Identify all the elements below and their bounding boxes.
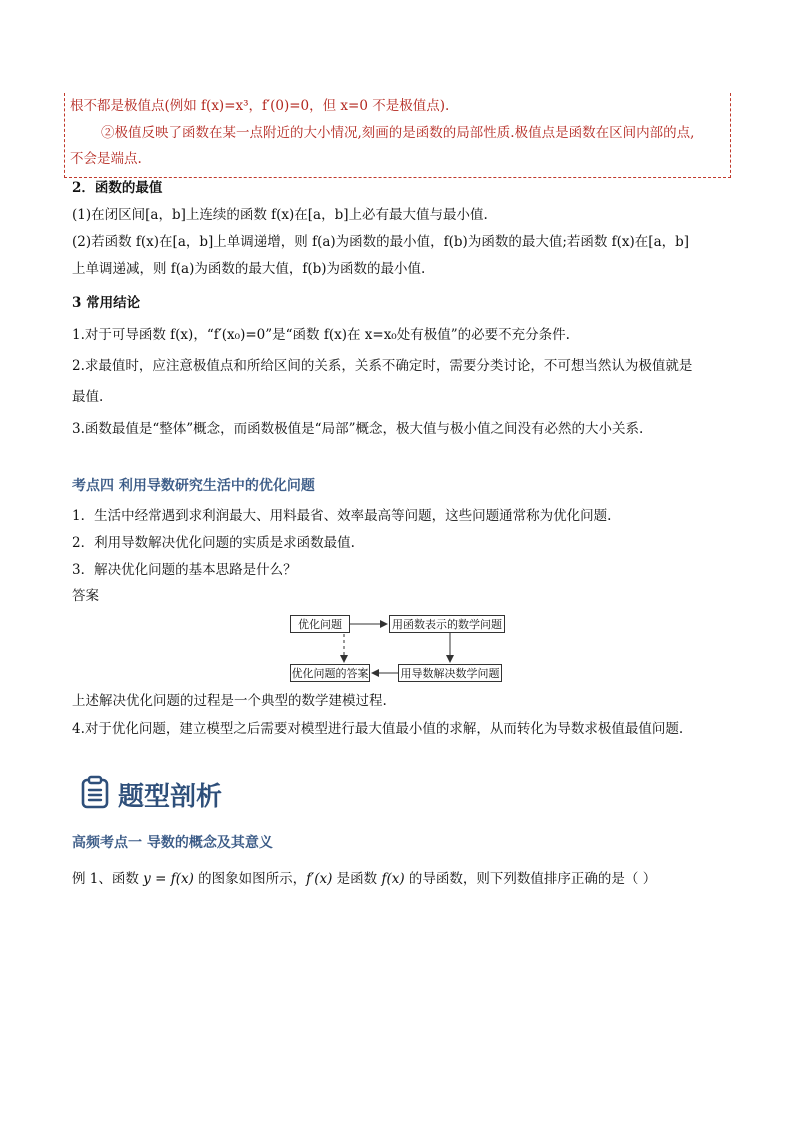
section2-p2-line2: 上单调递减，则 f(a)为函数的最大值，f(b)为函数的最小值. [72, 261, 426, 277]
after-flow-text: 上述解决优化问题的过程是一个典型的数学建模过程. [72, 693, 387, 709]
flow-box-math-problem: 用函数表示的数学问题 [389, 615, 505, 633]
section2-heading: 2．函数的最值 [72, 180, 163, 196]
kaodian4-answer-label: 答案 [72, 588, 99, 604]
section3-item3: 3.函数最值是“整体”概念，而函数极值是“局部”概念，极大值与极小值之间没有必然的大小关系. [72, 421, 644, 437]
example-func: y = f(x) [143, 871, 194, 887]
section-analysis-title: 题型剖析 [118, 782, 223, 812]
flow-box-optimization: 优化问题 [290, 615, 350, 633]
section3-item2-line2: 最值. [72, 389, 104, 405]
example-derivative: f′(x) [306, 871, 333, 887]
flow-box-answer: 优化问题的答案 [290, 664, 370, 682]
flow-box-derivative-solve: 用导数解决数学问题 [398, 664, 502, 682]
example-mid1: 的图象如图所示， [193, 871, 307, 887]
example-mid2: 是函数 [332, 871, 382, 887]
example-1 [72, 869, 656, 889]
kaodian4-heading: 考点四 利用导数研究生活中的优化问题 [72, 478, 315, 494]
example-suffix: 的导函数，则下列数值排序正确的是（ ） [404, 871, 657, 887]
kaodian4-item3: 3．解决优化问题的基本思路是什么？ [72, 562, 297, 578]
example-prefix: 例 1、函数 [72, 871, 144, 887]
kaodian4-item1: 1．生活中经常遇到求利润最大、用料最省、效率最高等问题，这些问题通常称为优化问题. [72, 508, 612, 524]
section3-item2-line1: 2.求最值时，应注意极值点和所给区间的关系，关系不确定时，需要分类讨论，不可想当然认为极值就是 [72, 358, 693, 374]
note-line-1: 根不都是极值点(例如 f(x)=x³，f′(0)=0，但 x=0 不是极值点). [70, 98, 450, 114]
example-func2: f(x) [381, 871, 405, 887]
section2-p1: (1)在闭区间[a，b]上连续的函数 f(x)在[a，b]上必有最大值与最小值. [72, 207, 488, 223]
note-line-2: ②极值反映了函数在某一点附近的大小情况,刻画的是函数的局部性质.极值点是函数在区间内部的点, [101, 125, 695, 141]
high-frequency-heading: 高频考点一 导数的概念及其意义 [72, 835, 273, 851]
kaodian4-item2: 2．利用导数解决优化问题的实质是求函数最值. [72, 535, 355, 551]
clipboard-icon [80, 775, 110, 809]
note-line-3: 不会是端点. [70, 151, 142, 167]
section2-p2-line1: (2)若函数 f(x)在[a，b]上单调递增，则 f(a)为函数的最小值，f(b)为函数的最大值;若函数 f(x)在[a，b] [72, 234, 690, 250]
section3-heading: 3 常用结论 [72, 295, 141, 311]
section3-item1: 1.对于可导函数 f(x)，“f′(x₀)=0”是“函数 f(x)在 x=x₀处有极值”的必要不充分条件. [72, 327, 570, 343]
kaodian4-item4: 4.对于优化问题，建立模型之后需要对模型进行最大值最小值的求解，从而转化为导数求极值最值问题. [72, 721, 684, 737]
